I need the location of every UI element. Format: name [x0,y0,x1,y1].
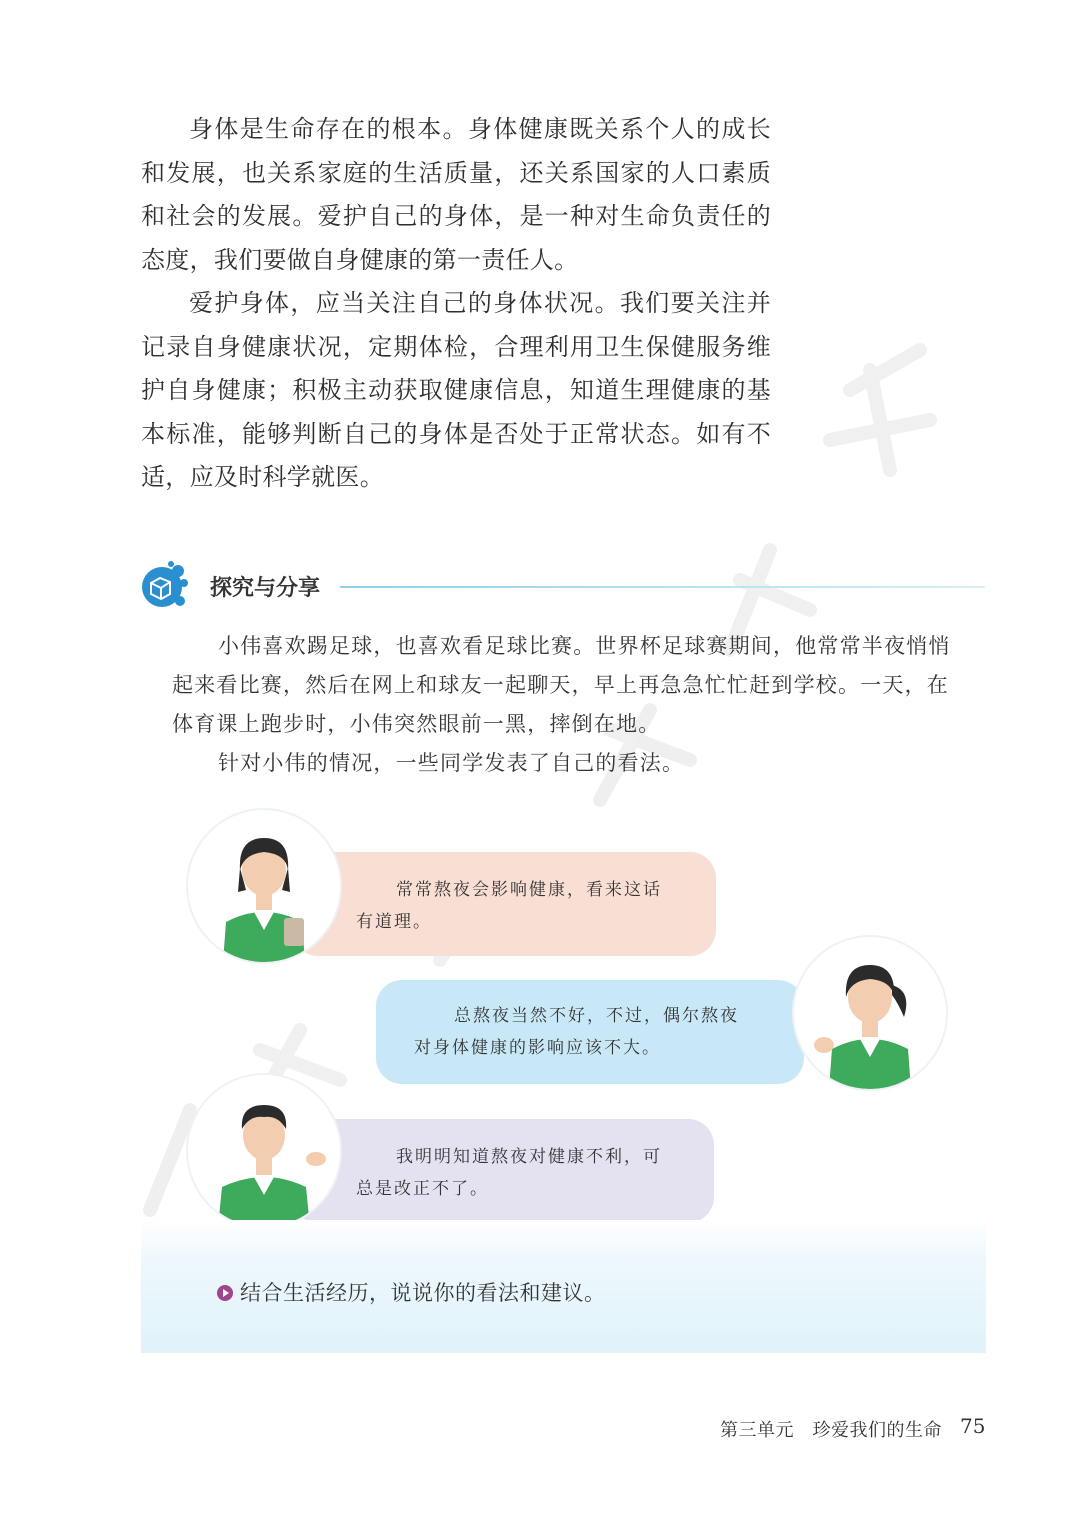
speech-text-2: 总熬夜当然不好，不过，偶尔熬夜对身体健康的影响应该不大。 [414,1006,739,1058]
student-illustration-icon [188,1075,340,1227]
speech-bubble-1 [292,852,716,956]
story-paragraph-1: 小伟喜欢踢足球，也喜欢看足球比赛。世界杯足球赛期间，他常常半夜悄悄起来看比赛，然后在网上和球友一起聊天，早上再急急忙忙赶到学校。一天，在体育课上跑步时，小伟突然眼前一黑，摔倒在地。 [172,634,951,736]
speech-bubble-2 [376,980,804,1084]
body-paragraph-1: 身体是生命存在的根本。身体健康既关系个人的成长和发展，也关系家庭的生活质量，还关系国家的人口素质和社会的发展。爱护自己的身体，是一种对生命负责任的态度，我们要做自身健康的第一责任人。 [141,115,771,274]
speech-text-1: 常常熬夜会影响健康，看来这话有道理。 [356,880,662,932]
speech-bubble-3 [292,1119,714,1223]
play-marker-icon [216,1284,234,1302]
student-illustration-icon [794,937,946,1089]
section-divider [340,586,985,588]
student-avatar-girl-2 [794,937,946,1089]
page-number: 75 [960,1414,986,1438]
student-illustration-icon [188,810,340,962]
student-avatar-girl-1 [188,810,340,962]
task-prompt: 结合生活经历，说说你的看法和建议。 [240,1281,606,1305]
speech-text-3: 我明明知道熬夜对健康不利，可总是改正不了。 [356,1147,662,1199]
footer-unit-title: 第三单元 珍爱我们的生命 [720,1420,942,1441]
body-paragraph-2: 爱护身体，应当关注自己的身体状况。我们要关注并记录自身健康状况，定期体检，合理利用卫生保健服务维护自身健康；积极主动获取健康信息，知道生理健康的基本标准，能够判断自己的身体是否处于正常状态。如有不适，应及时科学就医。 [141,289,771,491]
section-title: 探究与分享 [210,576,321,601]
story-paragraph-2: 针对小伟的情况，一些同学发表了自己的看法。 [218,751,685,775]
student-avatar-boy [188,1075,340,1227]
cube-bubbles-icon [140,561,190,611]
